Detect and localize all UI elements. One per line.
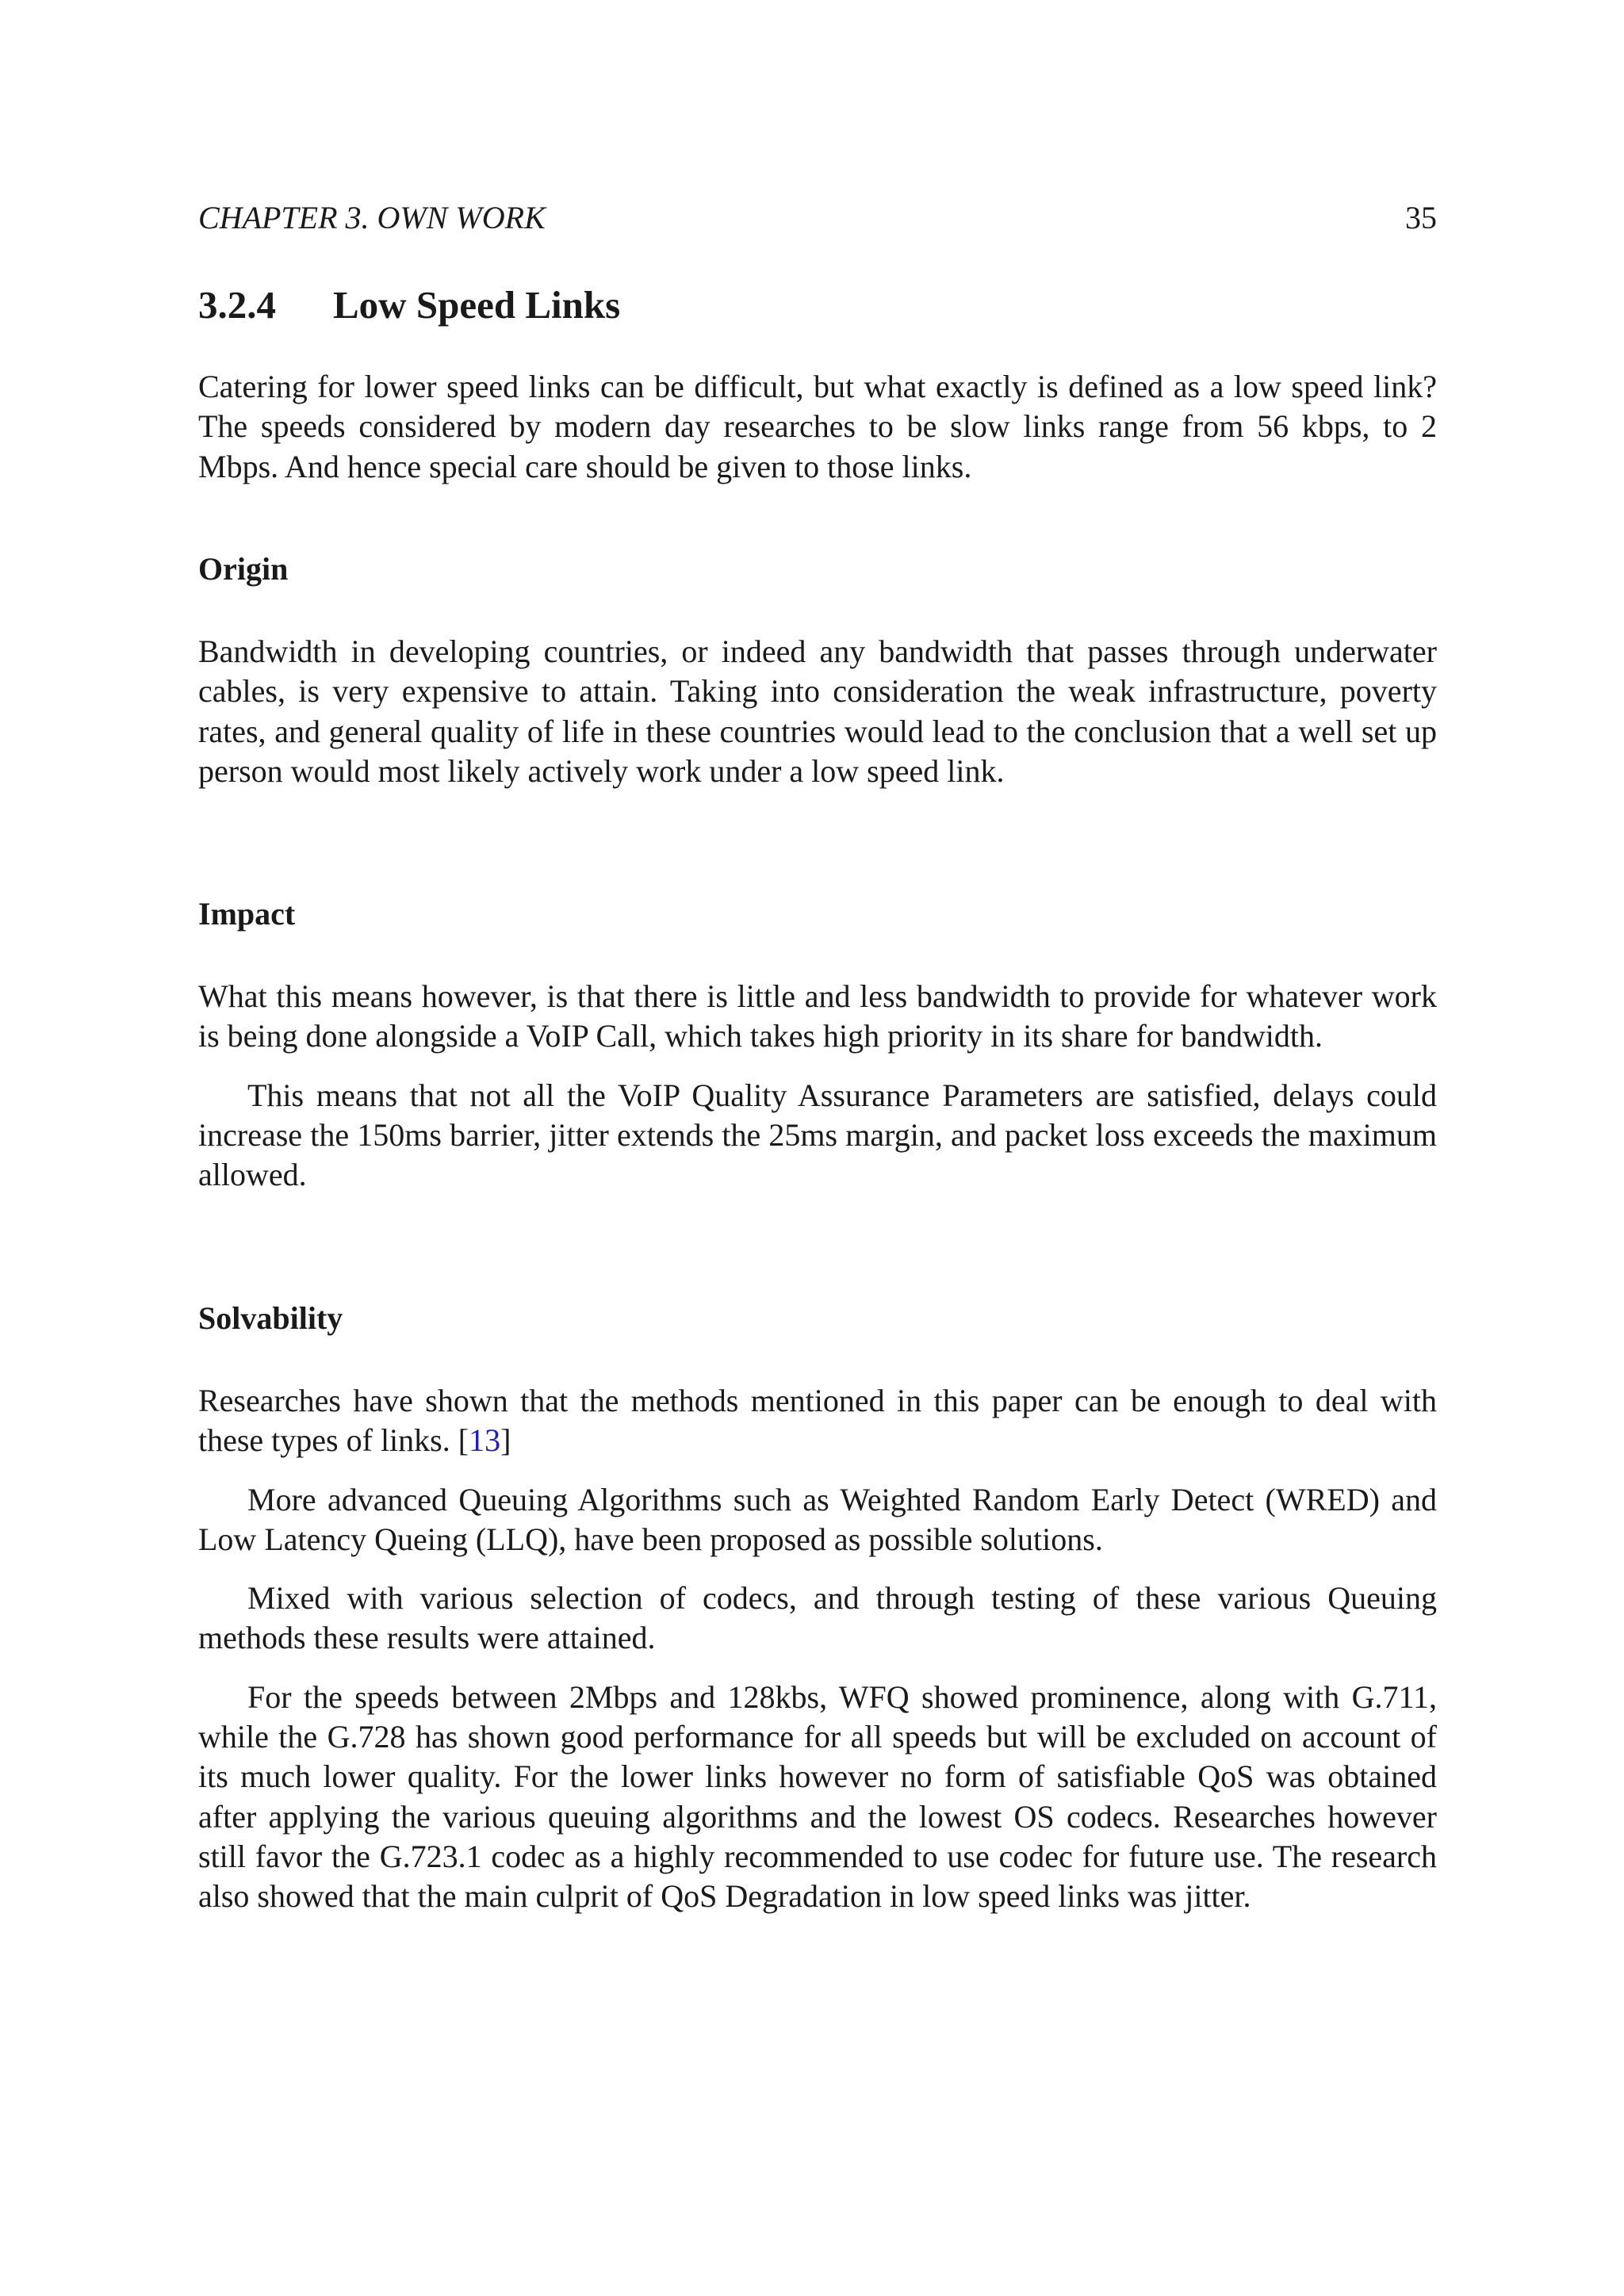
subheading-solvability: Solvability bbox=[198, 1300, 343, 1336]
citation-open-bracket: [ bbox=[458, 1422, 469, 1459]
solvability-block bbox=[198, 1381, 1437, 1917]
subheading-origin: Origin bbox=[198, 551, 289, 587]
citation-close-bracket: ] bbox=[500, 1422, 511, 1459]
solvability-paragraph-4: For the speeds between 2Mbps and 128kbs, WFQ showed prominence, along with G.711, while the G.728 has shown good performance for all speeds but will be excluded on account of its much lower quality. For the lower links however no form of satisfiable QoS was obtained after applying the various queuing algorithms and the lowest OS codecs. Researches however still favor the G.723.1 codec as a highly recommended to use codec for future use. The research also showed that the main culprit of QoS Degradation in low speed links was jitter. bbox=[198, 1678, 1437, 1915]
section-number: 3.2.4 bbox=[198, 283, 276, 327]
section-title: Low Speed Links bbox=[333, 283, 621, 327]
origin-block bbox=[198, 632, 1437, 791]
solvability-paragraph-3: Mixed with various selection of codecs, and through testing of these various Queuing methods these results were attained. bbox=[198, 1580, 1437, 1656]
impact-block bbox=[198, 977, 1437, 1195]
intro-block bbox=[198, 367, 1437, 487]
citation-link[interactable]: 13 bbox=[469, 1422, 501, 1459]
running-head bbox=[198, 198, 1437, 238]
origin-paragraph: Bandwidth in developing countries, or indeed any bandwidth that passes through underwater cables, is very expensive to attain. Taking into consideration the weak infrastructure, poverty rates, and general quality of life in these countries would lead to the conclusion that a well set up person would most likely actively work under a low speed link. bbox=[198, 633, 1437, 789]
solvability-paragraph-1 bbox=[198, 1381, 1437, 1461]
running-head-chapter: CHAPTER 3. OWN WORK bbox=[198, 200, 546, 235]
section-heading bbox=[198, 277, 620, 333]
impact-paragraph-2: This means that not all the VoIP Quality Assurance Parameters are satisfied, delays could increase the 150ms barrier, jitter extends the 25ms margin, and packet loss exceeds the maximum allowed. bbox=[198, 1077, 1437, 1193]
solvability-paragraph-2: More advanced Queuing Algorithms such as Weighted Random Early Detect (WRED) and Low Latency Queing (LLQ), have been proposed as possible solutions. bbox=[198, 1481, 1437, 1557]
solvability-paragraph-1-text: Researches have shown that the methods mentioned in this paper can be enough to deal with these types of links. bbox=[198, 1383, 1437, 1459]
subheading-impact: Impact bbox=[198, 896, 296, 932]
page-number: 35 bbox=[1405, 200, 1437, 235]
intro-paragraph: Catering for lower speed links can be difficult, but what exactly is defined as a low speed link? The speeds considered by modern day researches to be slow links range from 56 kbps, to 2 Mbps. And hence special care should be given to those links. bbox=[198, 369, 1437, 484]
impact-paragraph-1: What this means however, is that there is little and less bandwidth to provide for whatever work is being done alongside a VoIP Call, which takes high priority in its share for bandwidth. bbox=[198, 978, 1437, 1054]
